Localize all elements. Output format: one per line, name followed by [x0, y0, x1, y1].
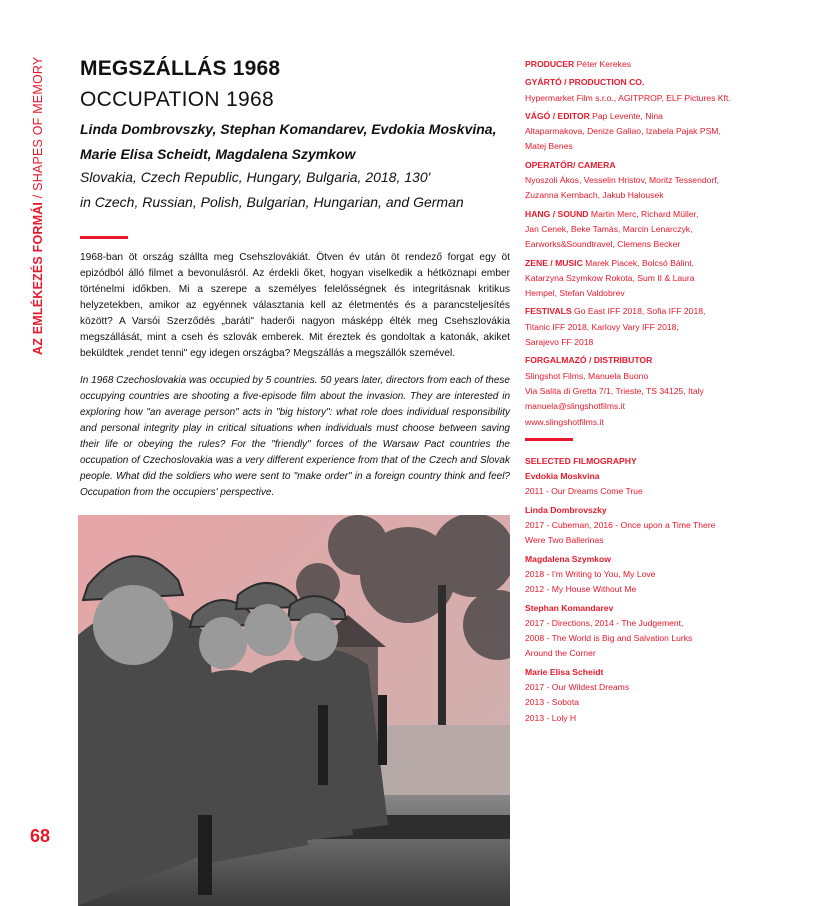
filmography-film: Around the Corner	[525, 648, 596, 659]
credit-value-line: Nyoszoli Ákos, Vesselin Hristov, Moritz Tessendorf,	[525, 175, 720, 186]
credit-block	[525, 207, 805, 253]
credit-label: ZENE / MUSIC	[525, 257, 583, 268]
credit-value-line: Via Salita di Gretta 7/1, Trieste, TS 34125, Italy	[525, 385, 704, 396]
filmography-film: 2017 - Our Wildest Dreams	[525, 681, 630, 692]
credit-first-line	[525, 207, 805, 222]
filmography-director-name: Stephan Komandarev	[525, 602, 614, 613]
credit-value-line: Titanic IFF 2018, Karlovy Vary IFF 2018,	[525, 321, 679, 332]
directors-line-2: Marie Elisa Scheidt, Magdalena Szymkow	[80, 146, 356, 162]
credit-first-line	[525, 353, 805, 368]
credit-value-line: Zuzanna Kernbach, Jakub Halousek	[525, 190, 664, 201]
soldiers-photo-illustration	[78, 515, 510, 906]
divider-rule	[80, 236, 128, 239]
credit-value-line: Sarajevo FF 2018	[525, 337, 594, 348]
film-countries: Slovakia, Czech Republic, Hungary, Bulgaria, 2018, 130'	[80, 169, 431, 185]
credit-value: Pap Levente, Nina	[592, 110, 663, 121]
credit-block	[525, 57, 805, 72]
filmography-director-name: Evdokia Moskvina	[525, 471, 600, 482]
credit-first-line	[525, 109, 805, 124]
credit-value-line: Hempel, Stefan Valdobrev	[525, 288, 625, 299]
credit-value-line: Altaparmakova, Denize Galiao, Izabela Pajak PSM,	[525, 126, 721, 137]
credit-first-line	[525, 256, 805, 271]
section-title-en: SHAPES OF MEMORY	[31, 56, 45, 191]
filmography-film: 2013 - Loly H	[525, 712, 577, 723]
filmography-film: 2018 - I'm Writing to You, My Love	[525, 568, 656, 579]
filmography-heading: SELECTED FILMOGRAPHY	[525, 455, 637, 466]
filmography-director-name: Linda Dombrovszky	[525, 504, 607, 515]
credit-value-line: Matej Benes	[525, 141, 573, 152]
credit-value-line: Jan Cenek, Beke Tamás, Marcin Lenarczyk,	[525, 223, 693, 234]
credit-label: VÁGÓ / EDITOR	[525, 110, 590, 121]
section-separator: /	[31, 194, 45, 199]
section-sidebar	[31, 57, 45, 355]
credit-block	[525, 256, 805, 302]
credit-value-line: manuela@slingshotfilms.it	[525, 401, 625, 412]
credit-first-line	[525, 158, 805, 173]
credit-value-line: Slingshot Films, Manuela Buono	[525, 370, 649, 381]
credits-column	[525, 57, 805, 726]
credit-label: FESTIVALS	[525, 306, 572, 317]
synopsis-hungarian: 1968-ban öt ország szállta meg Csehszlovákiát. Ötven év után öt rendező forgat egy öt epizódból álló filmet a bevonulásról. Az érdekli őket, hogyan viselkedik a hétköznapi ember történelmi időkben. Mi a szerepe a személyes felelősségnek és integritásnak kritikus helyzetekben, amikor az egyénnek választania kell az életmentés és a parancsteljesítés között? A Varsói Szerződés „baráti" haderői nagyon másképp élték meg Csehszlovákia megszállását, mint a cseh és szlovák emberek. Mit éreztek és gondoltak a katonák, akiket beküldtek „rendet tenni" egy idegen országba? Megszállás a megszállók szemével.	[80, 252, 510, 359]
credit-block	[525, 304, 805, 350]
credit-block	[525, 158, 805, 204]
credit-value-line: Earworks&Soundtravel, Clemens Becker	[525, 239, 681, 250]
filmography-director-name: Magdalena Szymkow	[525, 553, 611, 564]
film-title-hu: MEGSZÁLLÁS 1968	[80, 57, 281, 80]
credit-value: Marek Piacek, Bolcsó Bálint,	[585, 257, 695, 268]
page-number: 68	[30, 826, 51, 846]
credit-value-line: Katarzyna Szymkow Rokota, Sum II & Laura	[525, 272, 695, 283]
filmography-film: 2012 - My House Without Me	[525, 584, 637, 595]
credit-label: OPERATŐR/ CAMERA	[525, 159, 616, 170]
credit-value: Martin Merc, Richard Müller,	[590, 208, 699, 219]
section-title-hu: AZ EMLÉKEZÉS FORMÁI	[31, 201, 45, 355]
credit-value: Go East IFF 2018, Sofia IFF 2018,	[574, 306, 706, 317]
filmography-film: 2017 - Directions, 2014 - The Judgement,	[525, 617, 684, 628]
credit-value-line: Hypermarket Film s.r.o., AGITPROP, ELF Pictures Kft.	[525, 92, 731, 103]
film-languages: in Czech, Russian, Polish, Bulgarian, Hungarian, and German	[80, 194, 464, 210]
film-title-en: OCCUPATION 1968	[80, 88, 274, 111]
film-still-photo	[78, 515, 510, 906]
filmography-film: 2017 - Cubeman, 2016 - Once upon a Time There	[525, 520, 716, 531]
filmography-film: 2013 - Sobota	[525, 697, 579, 708]
credit-first-line	[525, 304, 805, 319]
credit-value-line: www.slingshotfilms.it	[525, 416, 604, 427]
credit-label: PRODUCER	[525, 59, 575, 69]
credit-block	[525, 75, 805, 106]
directors-line-1: Linda Dombrovszky, Stephan Komandarev, Evdokia Moskvina,	[80, 121, 497, 137]
filmography-director-name: Marie Elisa Scheidt	[525, 666, 604, 677]
filmography-film: Were Two Ballerinas	[525, 535, 604, 546]
divider-rule	[525, 438, 573, 441]
credit-first-line	[525, 75, 805, 90]
credit-block	[525, 353, 805, 429]
filmography-film: 2008 - The World is Big and Salvation Lurks	[525, 633, 693, 644]
credit-label: HANG / SOUND	[525, 208, 589, 219]
credit-first-line	[525, 57, 805, 72]
credit-block	[525, 109, 805, 155]
credit-label: FORGALMAZÓ / DISTRIBUTOR	[525, 355, 653, 366]
filmography-film: 2011 - Our Dreams Come True	[525, 486, 643, 497]
synopsis-english: In 1968 Czechoslovakia was occupied by 5 countries. 50 years later, directors from each of these occupying countries are shooting a five-episode film about the invasion. They are interested in exploring how "an average person" acts in "big history": what role does individual responsibility and personal integrity play in critical situations when individuals must choose between saving their life or obeying the rules? For the "friendly" forces of the Warsaw Pact countries the occupation of Czechoslovakia was a very different experience from that of the Czech and Slovak people. What did the soldiers who were sent to "make order" in a foreign country think and feel? Occupation from the occupiers' perspective.	[80, 375, 510, 498]
credit-value: Péter Kerekes	[576, 59, 632, 69]
credit-label: GYÁRTÓ / PRODUCTION CO.	[525, 77, 645, 88]
